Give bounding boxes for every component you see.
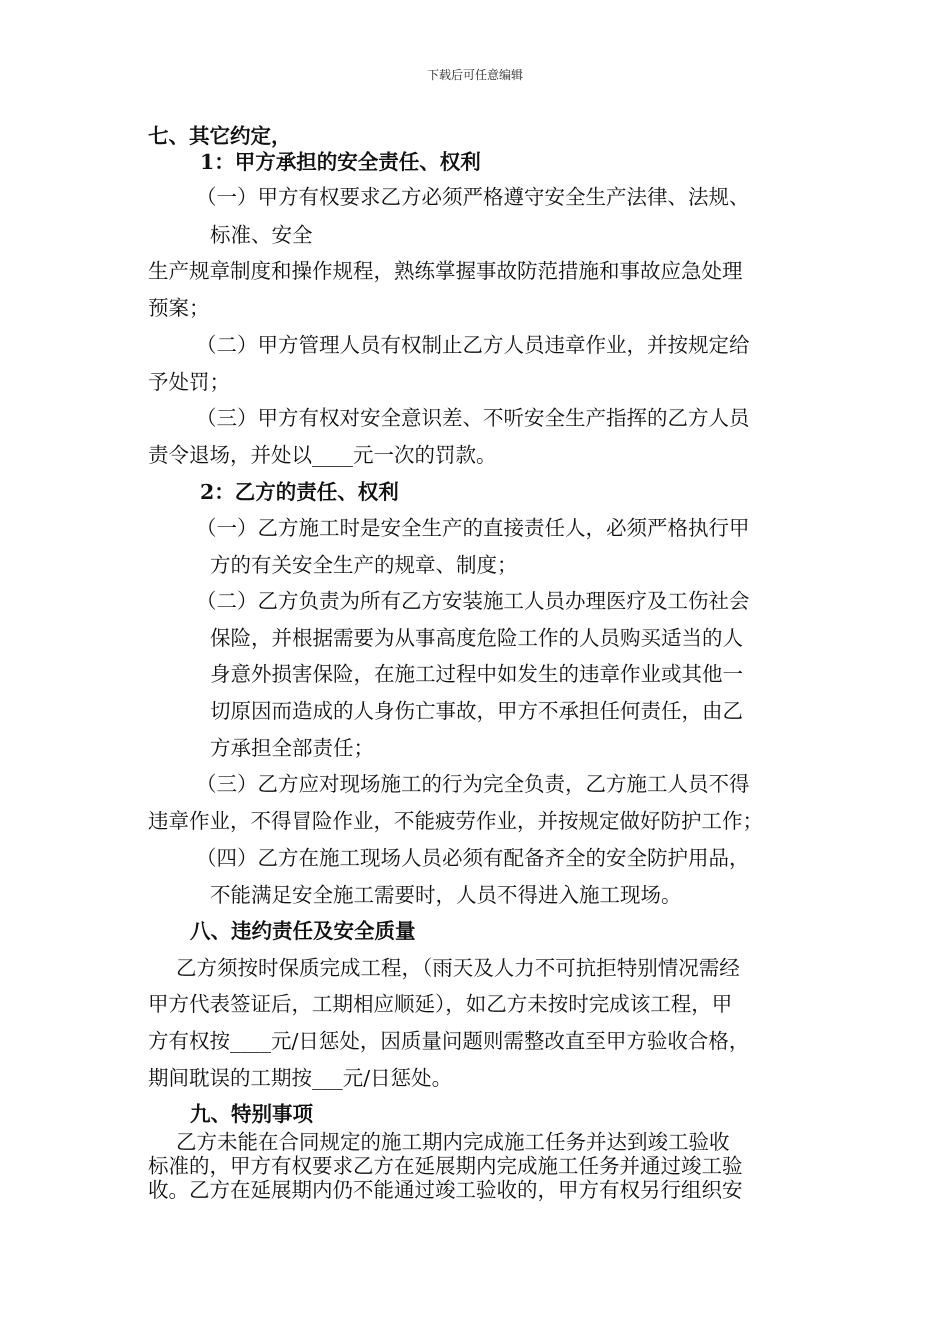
paragraph-line: 甲方代表签证后，工期相应顺延），如乙方未按时完成该工程，甲 [148, 992, 733, 1016]
paragraph-line: 保险，并根据需要为从事高度危险工作的人员购买适当的人 [210, 626, 743, 650]
subsection-heading-2: 2：乙方的责任、权利 [200, 480, 399, 504]
paragraph-line: 标准、安全 [210, 223, 313, 247]
paragraph-line: 期间耽误的工期按___元/日惩处。 [148, 1066, 453, 1090]
paragraph-line: 不能满足安全施工需要时，人员不得进入施工现场。 [210, 883, 682, 907]
paragraph-line: （四）乙方在施工现场人员必须有配备齐全的安全防护用品， [196, 846, 750, 870]
paragraph-line: 予处罚； [148, 370, 230, 394]
paragraph-line: 乙方未能在合同规定的施工期内完成施工任务并达到竣工验收 [176, 1130, 730, 1154]
paragraph-line: （一）乙方施工时是安全生产的直接责任人，必须严格执行甲 [196, 516, 750, 540]
paragraph-line: （一）甲方有权要求乙方必须严格遵守安全生产法律、法规、 [196, 185, 750, 209]
paragraph-line: 责令退场，并处以____元一次的罚款。 [148, 443, 497, 467]
paragraph-line: 方有权按____元/日惩处，因质量问题则需整改直至甲方验收合格， [148, 1029, 750, 1053]
page-header: 下载后可任意编辑 [426, 68, 523, 82]
paragraph-line: 违章作业，不得冒险作业，不能疲劳作业，并按规定做好防护工作； [148, 809, 763, 833]
paragraph-line: （三）乙方应对现场施工的行为完全负责，乙方施工人员不得 [196, 772, 750, 796]
paragraph-line: 切原因而造成的人身伤亡事故，甲方不承担任何责任，由乙 [210, 699, 743, 723]
paragraph-line: 方承担全部责任； [210, 736, 374, 760]
section-heading-7: 七、其它约定， [148, 124, 292, 148]
paragraph-line: 收。乙方在延展期内仍不能通过竣工验收的，甲方有权另行组织安 [148, 1178, 743, 1202]
paragraph-line: 标准的，甲方有权要求乙方在延展期内完成施工任务并通过竣工验 [148, 1154, 743, 1178]
paragraph-line: 方的有关安全生产的规章、制度； [210, 553, 518, 577]
paragraph-line: （二）乙方负责为所有乙方安装施工人员办理医疗及工伤社会 [196, 589, 750, 613]
paragraph-line: 预案； [148, 296, 210, 320]
subsection-heading-1: 1：甲方承担的安全责任、权利 [200, 150, 481, 174]
paragraph-line: 身意外损害保险，在施工过程中如发生的违章作业或其他一 [210, 662, 743, 686]
paragraph-line: 乙方须按时保质完成工程，（雨天及人力不可抗拒特别情况需经 [176, 956, 740, 980]
section-heading-8: 八、违约责任及安全质量 [190, 919, 416, 943]
paragraph-line: 生产规章制度和操作规程，熟练掌握事故防范措施和事故应急处理 [148, 259, 743, 283]
paragraph-line: （二）甲方管理人员有权制止乙方人员违章作业，并按规定给 [196, 333, 750, 357]
paragraph-line: （三）甲方有权对安全意识差、不听安全生产指挥的乙方人员 [196, 406, 750, 430]
section-heading-9: 九、特别事项 [190, 1102, 313, 1126]
